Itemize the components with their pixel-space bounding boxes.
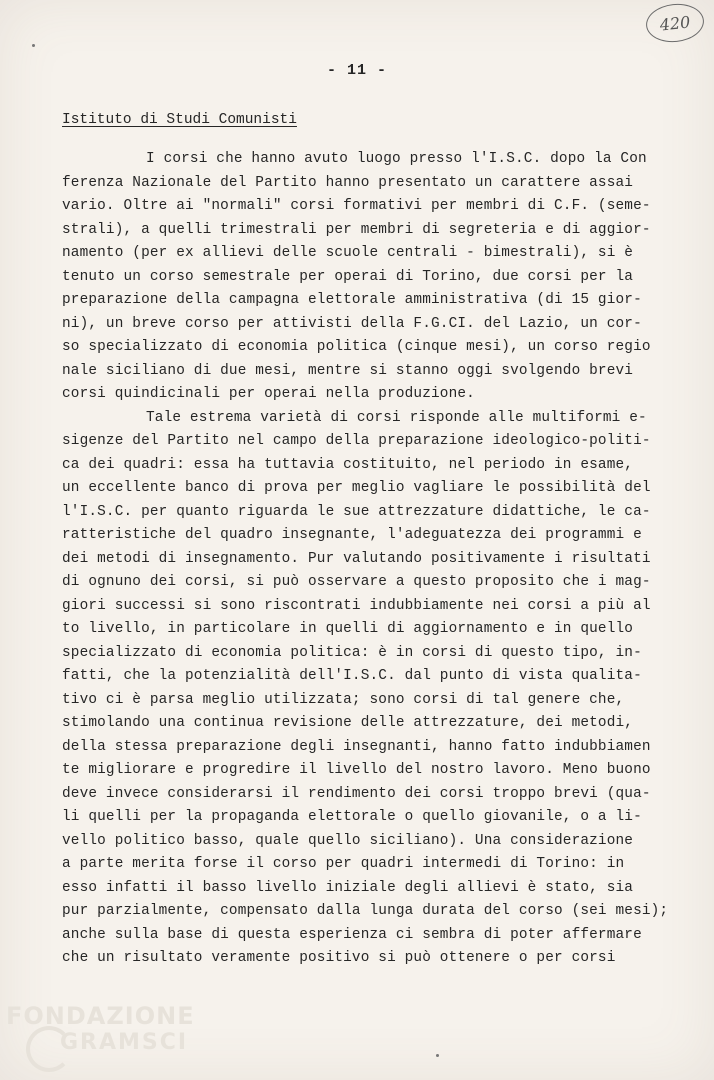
text-line: ratteristiche del quadro insegnante, l'adeguatezza dei programmi e — [62, 527, 642, 543]
section-title: Istituto di Studi Comunisti — [62, 112, 297, 128]
text-line: tivo ci è parsa meglio utilizzata; sono corsi di tal genere che, — [62, 691, 625, 708]
text-line: che un risultato veramente positivo si può ottenere o per corsi — [62, 950, 616, 966]
text-line: to livello, in particolare in quelli di aggiornamento e in quello — [62, 621, 634, 637]
paper-speck — [32, 44, 35, 47]
text-line: sigenze del Partito nel campo della preparazione ideologico-politi- — [62, 433, 651, 449]
text-line: ca dei quadri: essa ha tuttavia costituito, nel periodo in esame, — [62, 456, 634, 473]
text-line: vello politico basso, quale quello siciliano). Una considerazione — [62, 832, 634, 849]
text-line: tenuto un corso semestrale per operai di Torino, due corsi per la — [62, 268, 634, 285]
text-line: fatti, che la potenzialità dell'I.S.C. dal punto di vista qualita- — [62, 668, 642, 684]
text-line: ni), un breve corso per attivisti della F.G.CI. del Lazio, un cor- — [62, 315, 642, 332]
text-line: nale siciliano di due mesi, mentre si stanno oggi svolgendo brevi — [62, 362, 634, 379]
text-line: a parte merita forse il corso per quadri intermedi di Torino: in — [62, 856, 625, 872]
text-line: dei metodi di insegnamento. Pur valutando positivamente i risultati — [62, 550, 651, 567]
text-line: strali), a quelli trimestrali per membri di segreteria e di aggior- — [62, 221, 651, 238]
watermark-line-1: FONDAZIONE — [6, 1002, 195, 1030]
archive-watermark — [6, 1000, 206, 1080]
watermark-line-2: GRAMSCI — [60, 1030, 189, 1055]
text-line: stimolando una continua revisione delle attrezzature, dei metodi, — [62, 715, 634, 731]
text-line: l'I.S.C. per quanto riguarda le sue attrezzature didattiche, le ca- — [62, 503, 651, 520]
text-line: namento (per ex allievi delle scuole centrali - bimestrali), si è — [62, 245, 634, 261]
text-line: li quelli per la propaganda elettorale o quello giovanile, o a li- — [62, 809, 642, 825]
body-text — [62, 148, 669, 971]
text-line: un eccellente banco di prova per meglio vagliare le possibilità del — [62, 480, 651, 496]
text-line: vario. Oltre ai "normali" corsi formativi per membri di C.F. (seme- — [62, 198, 651, 214]
text-line: esso infatti il basso livello iniziale degli allievi è stato, sia — [62, 879, 634, 896]
text-line: Tale estrema varietà di corsi risponde alle multiformi e- — [146, 409, 647, 426]
text-line: specializzato di economia politica: è in corsi di questo tipo, in- — [62, 644, 642, 661]
text-line: ferenza Nazionale del Partito hanno presentato un carattere assai — [62, 174, 634, 191]
text-line: giori successi si sono riscontrati indubbiamente nei corsi a più al — [62, 597, 651, 614]
text-line: deve invece considerarsi il rendimento dei corsi troppo brevi (qua- — [62, 785, 651, 802]
page-number: - 11 - — [326, 62, 387, 79]
text-line: pur parzialmente, compensato dalla lunga durata del corso (sei mesi); — [62, 903, 669, 919]
text-line: della stessa preparazione degli insegnanti, hanno fatto indubbiamen — [62, 738, 651, 755]
text-line: di ognuno dei corsi, si può osservare a questo proposito che i mag- — [62, 574, 651, 590]
handwritten-archive-number: 420 — [644, 1, 706, 45]
text-line: preparazione della campagna elettorale amministrativa (di 15 gior- — [62, 292, 642, 308]
paper-speck — [436, 1054, 439, 1057]
text-line: anche sulla base di questa esperienza ci sembra di poter affermare — [62, 926, 642, 943]
text-line: corsi quindicinali per operai nella produzione. — [62, 386, 475, 402]
text-line: I corsi che hanno avuto luogo presso l'I.S.C. dopo la Con — [146, 151, 647, 167]
text-line: te migliorare e progredire il livello del nostro lavoro. Meno buono — [62, 762, 651, 778]
text-line: so specializzato di economia politica (cinque mesi), un corso regio — [62, 339, 651, 355]
